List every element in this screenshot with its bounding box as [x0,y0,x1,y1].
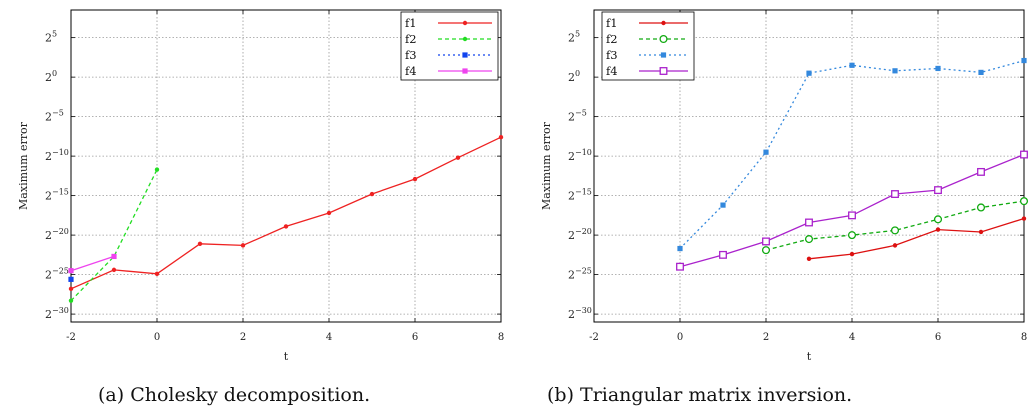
chart-panel-b [515,0,1030,413]
chart-b-ytick-exponent: −25 [575,266,592,276]
chart-a-series-f1-point [198,242,202,246]
chart-a-ytick-exponent: 0 [52,69,58,79]
chart-b-series-f2-point [935,216,942,223]
chart-a-series-f2-point [155,167,159,171]
chart-a-svg [0,0,515,380]
chart-a-series-f4 [68,254,116,273]
chart-a-legend-label-f3: f3 [405,48,417,62]
chart-b-series-f1-point [893,243,897,247]
chart-b-series-f3-point [978,70,983,75]
chart-a-series-f1-point [284,224,288,228]
chart-a-series-f1-point [112,268,116,272]
chart-a-xtick-label: -2 [66,332,76,343]
chart-a-ytick-label: 2 [45,268,52,282]
chart-a-legend-label-f4: f4 [405,64,417,78]
chart-a-ytick-exponent: −25 [52,266,69,276]
chart-a-legend-marker-f4 [462,68,467,73]
chart-a-series-f3-point [68,277,73,282]
chart-b-series-f1-line [809,219,1024,259]
chart-a-xtick-label: 0 [153,332,161,343]
chart-b-xtick-label: -2 [589,332,599,343]
chart-b-series-f2-point [978,204,985,211]
chart-b-series-f4-point [677,263,684,270]
chart-b-ytick-label: 2 [568,308,575,322]
chart-b-ytick-exponent: −20 [575,227,592,237]
chart-a-series-f2-point [69,298,73,302]
chart-b-legend-label-f2: f2 [606,32,618,46]
chart-b-series-f4-point [892,191,899,198]
chart-b-legend-label-f4: f4 [606,64,618,78]
chart-b-x-axis-label: t [806,350,812,363]
chart-a-series-f1-point [69,287,73,291]
chart-a-series-f3 [68,277,73,282]
chart-b-ytick-exponent: 0 [575,69,581,79]
chart-b-svg [515,0,1030,380]
chart-b-ytick-label: 2 [568,150,575,164]
chart-b-series-f1-point [1022,216,1026,220]
chart-b-xtick-label: 6 [934,332,942,343]
chart-a-series-f1-point [327,211,331,215]
chart-a-xtick-label: 8 [497,332,505,343]
chart-a-series-f4-point [111,254,116,259]
chart-b-legend-marker-f3 [661,52,666,57]
chart-a-legend-marker-f2 [463,37,467,41]
chart-b-series-f4-point [1021,151,1028,158]
chart-b-ytick-exponent: −15 [575,187,592,197]
chart-a-ytick-exponent: −20 [52,227,69,237]
chart-a-ytick-label: 2 [45,31,52,45]
chart-b-ytick-exponent: 5 [575,29,581,39]
chart-b-ytick-label: 2 [568,229,575,243]
chart-b-xtick-label: 4 [848,332,856,343]
chart-b-ytick-exponent: −10 [575,148,592,158]
chart-b-caption: (b) Triangular matrix inversion. [547,384,853,406]
chart-b-series-f2-point [763,247,770,254]
chart-b-legend-marker-f4 [660,68,667,75]
chart-b-ytick-label: 2 [568,71,575,85]
chart-a-ytick-label: 2 [45,150,52,164]
chart-b-series-f4-point [806,219,813,226]
chart-a-xtick-label: 6 [411,332,419,343]
chart-a-ytick-label: 2 [45,110,52,124]
chart-b-series-f4-point [849,212,856,219]
chart-b-series-f1-point [979,230,983,234]
chart-b-xtick-label: 0 [676,332,684,343]
chart-b-xtick-label: 8 [1020,332,1028,343]
chart-a-ytick-exponent: −30 [52,306,69,316]
chart-a-legend-marker-f3 [462,52,467,57]
chart-a-ytick-label: 2 [45,308,52,322]
chart-a-ytick-exponent: −10 [52,148,69,158]
chart-a-ytick-label: 2 [45,71,52,85]
chart-a-ytick-exponent: −15 [52,187,69,197]
chart-a-series-f1-point [241,243,245,247]
chart-a-legend-label-f1: f1 [405,16,417,30]
chart-b-series-f2-point [1021,198,1028,205]
chart-b-series-f2-line [766,201,1024,250]
chart-a-ytick-label: 2 [45,229,52,243]
chart-b-series-f2-point [849,232,856,239]
chart-b-ytick-label: 2 [568,110,575,124]
chart-b-ytick-label: 2 [568,268,575,282]
chart-b-series-f1 [807,216,1026,261]
chart-b-legend [602,12,694,80]
chart-b-legend-marker-f2 [660,36,667,43]
chart-a-caption: (a) Cholesky decomposition. [98,384,371,406]
chart-b-ytick-exponent: −5 [575,108,587,118]
chart-b-series-f3-point [892,68,897,73]
chart-a-ytick-exponent: 5 [52,29,58,39]
chart-a-xtick-label: 4 [325,332,333,343]
chart-b-series-f4-point [720,252,727,259]
chart-b-series-f3-point [1021,58,1026,63]
chart-b-ytick-label: 2 [568,31,575,45]
chart-b-series-f4-point [978,169,985,176]
chart-a-legend [401,12,498,80]
chart-a-xtick-label: 2 [239,332,247,343]
chart-b-series-f1-point [936,227,940,231]
chart-a-series-f1-point [456,156,460,160]
chart-b-xtick-label: 2 [762,332,770,343]
chart-b-series-f4-point [935,187,942,194]
chart-a-x-axis-label: t [283,350,289,363]
chart-b-legend-label-f3: f3 [606,48,618,62]
chart-b-legend-label-f1: f1 [606,16,618,30]
chart-a-ytick-label: 2 [45,189,52,203]
chart-b-series-f3-point [720,202,725,207]
chart-b-series-f3-point [763,150,768,155]
chart-a-ytick-exponent: −5 [52,108,64,118]
chart-b-series-f3-point [677,246,682,251]
chart-b-ytick-exponent: −30 [575,306,592,316]
chart-a-series-f1-point [499,135,503,139]
chart-a-series-f4-point [68,268,73,273]
chart-a-series-f1-point [370,192,374,196]
chart-b-series-f4-point [763,238,770,245]
chart-a-series-f1-point [413,177,417,181]
chart-b-series-f3-point [806,71,811,76]
chart-a-series-f1-line [71,137,501,289]
chart-b-series-f3-point [849,63,854,68]
chart-b-series-f2-point [892,227,899,234]
chart-b-series-f2-point [806,236,813,243]
chart-b-ytick-label: 2 [568,189,575,203]
chart-a-series-f1 [69,135,503,291]
chart-b-series-f1-point [807,257,811,261]
chart-a-legend-marker-f1 [463,21,467,25]
chart-b-series-f1-point [850,252,854,256]
chart-b-series-f3-point [935,66,940,71]
chart-a-series-f1-point [155,272,159,276]
chart-a-legend-label-f2: f2 [405,32,417,46]
chart-a-y-axis-label: Maximum error [17,122,30,210]
chart-b-legend-marker-f1 [661,21,665,25]
chart-b-y-axis-label: Maximum error [540,122,553,210]
